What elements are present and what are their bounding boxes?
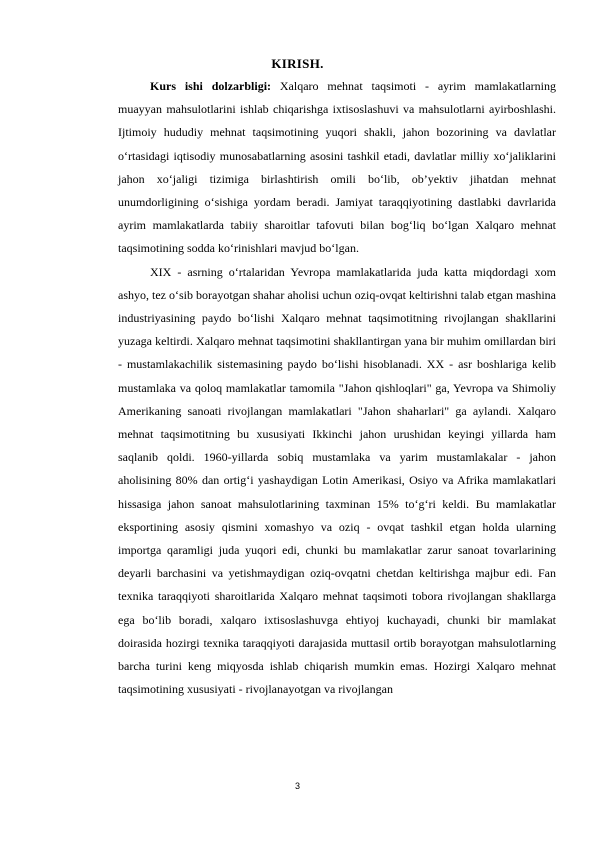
paragraph-lead-label: Kurs ishi dolzarbligi: — [150, 79, 272, 93]
page-number: 3 — [294, 781, 300, 791]
paragraph-1 — [118, 75, 556, 261]
paragraph-2 — [118, 261, 556, 702]
paragraph-text: XIX - asrning o‘rtalaridan Yevropa mamlakatlarida juda katta miqdordagi xom ashyo, tez o‘sib borayotgan shahar aholisi uchun oziq-ovqat keltirishni talab etgan mashina industriyasining paydo bo‘lishi Xalqaro mehnat taqsimotitning rivojlangan shakllarini yuzaga keltirdi. Xalqaro mehnat taqsimotini shakllantirgan yana bir muhim omillardan biri - mustamlakachilik sistemasining paydo bo‘lishi hisoblanadi. XX - asr boshlariga kelib mustamlaka va qoloq mamlakatlar tamomila "Jahon qishloqlari" ga, Yevropa va Shimoliy Amerikaning sanoati rivojlangan mamlakatlari "Jahon shaharlari" ga aylandi. Xalqaro mehnat taqsimotitning bu xususiyati Ikkinchi jahon urushidan keyingi yillarda ham saqlanib qoldi. 1960-yillarda sobiq mustamlaka va yarim mustamlakalar - jahon aholisining 80% dan ortig‘i yashaydigan Lotin Amerikasi, Osiyo va Afrika mamlakatlari hissasiga jahon sanoat mahsulotlarining taxminan 15% to‘g‘ri keldi. Bu mamlakatlar eksportining asosiy qismini xomashyo va oziq - ovqat tashkil etgan holda ularning importga qaramligi juda yuqori edi, chunki bu mamlakatlar zarur sanoat tovarlarining deyarli barchasini va yetishmaydigan oziq-ovqatni chetdan keltirishga majbur edi. Fan texnika taraqqiyoti sharoitlarida Xalqaro mehnat taqsimoti tobora rivojlangan shakllarga ega bo‘lib boradi, xalqaro ixtisoslashuvga ehtiyoj kuchayadi, chunki bir mamlakat doirasida hozirgi texnika taraqqiyoti darajasida muttasil ortib borayotgan mahsulotlarning barcha turini keng miqyosda ishlab chiqarish mumkin emas. Hozirgi Xalqaro mehnat taqsimotining xususiyati - rivojlanayotgan va rivojlangan — [118, 264, 556, 697]
paragraph-text: Xalqaro mehnat taqsimoti - ayrim mamlakatlarning muayyan mahsulotlarini ishlab chiqarishga ixtisoslashuvi va mahsulotlarni ayirboshlashi. Ijtimoiy hududiy mehnat taqsimotining yuqori shakli, jahon bozorining va davlatlar o‘rtasidagi iqtisodiy munosabatlarning asosini tashkil etadi, davlatlar milliy xo‘jaliklarini jahon xo‘jaligi tizimiga birlashtirish omili bo‘lib, ob’yektiv jihatdan mehnat unumdorligining o‘sishiga yordam beradi. Jamiyat taraqqiyotining dastlabki davrlarida ayrim mamlakatlarda tabiiy sharoitlar tafovuti bilan bog‘liq bo‘lgan Xalqaro mehnat taqsimotining sodda ko‘rinishlari mavjud bo‘lgan. — [118, 79, 556, 256]
section-heading: KIRISH. — [271, 56, 324, 71]
body-text — [118, 75, 556, 701]
